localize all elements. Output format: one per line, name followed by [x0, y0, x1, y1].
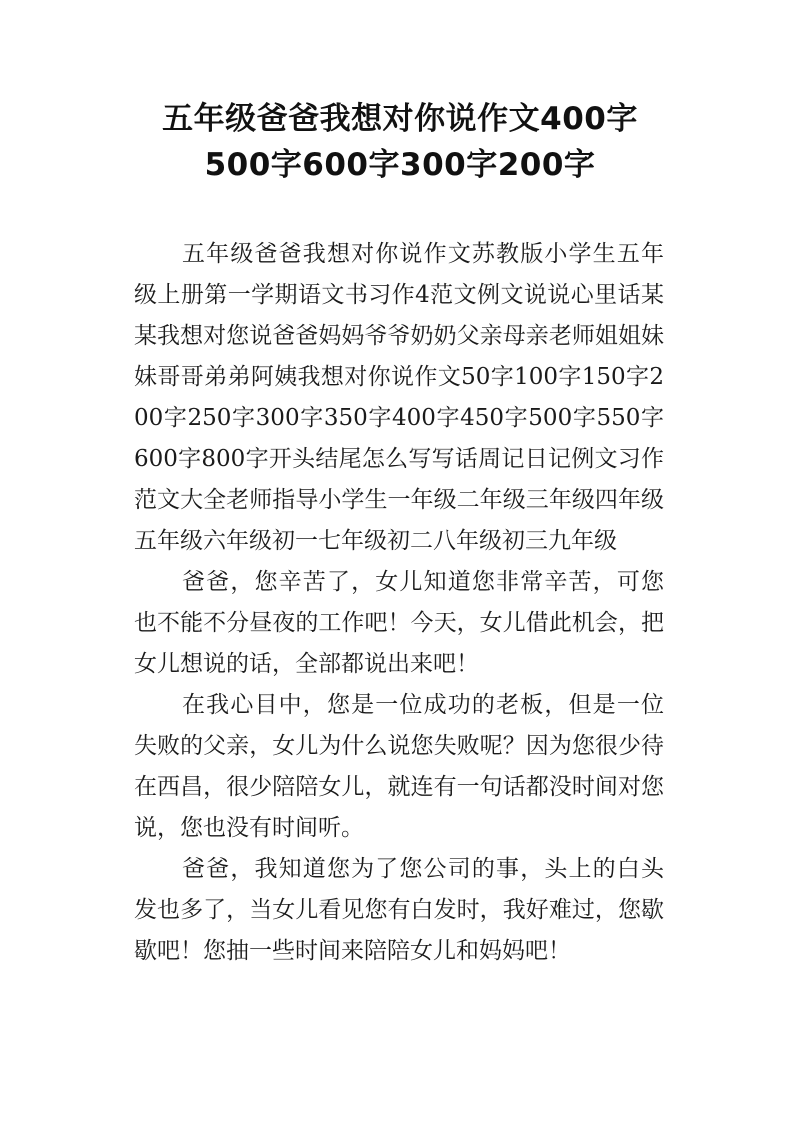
- title-line-2: 500字600字300字200字: [204, 147, 596, 183]
- paragraph-successful-boss: 在我心目中，您是一位成功的老板，但是一位失败的父亲，女儿为什么说您失败呢？因为您很少待在西昌，很少陪陪女儿，就连有一句话都没时间对您说，您也没有时间听。: [134, 692, 664, 841]
- document-body: [134, 234, 664, 972]
- paragraph-hard-work: 爸爸，您辛苦了，女儿知道您非常辛苦，可您也不能不分昼夜的工作吧！今天，女儿借此机会，把女儿想说的话，全部都说出来吧！: [134, 569, 664, 677]
- paragraph-intro: 五年级爸爸我想对你说作文苏教版小学生五年级上册第一学期语文书习作4范文例文说说心里话某某我想对您说爸爸妈妈爷爷奶奶父亲母亲老师姐姐妹妹哥哥弟弟阿姨我想对你说作文50字100字150字200字250字300字350字400字450字500字550字600字800字开头结尾怎么写写话周记日记例文习作范文大全老师指导小学生一年级二年级三年级四年级五年级六年级初一七年级初二八年级初三九年级: [134, 241, 664, 554]
- document-title: [100, 96, 700, 188]
- title-line-1: 五年级爸爸我想对你说作文400字: [162, 101, 638, 137]
- paragraph-white-hair: 爸爸，我知道您为了您公司的事，头上的白头发也多了，当女儿看见您有白发时，我好难过，您歇歇吧！您抽一些时间来陪陪女儿和妈妈吧！: [134, 856, 664, 964]
